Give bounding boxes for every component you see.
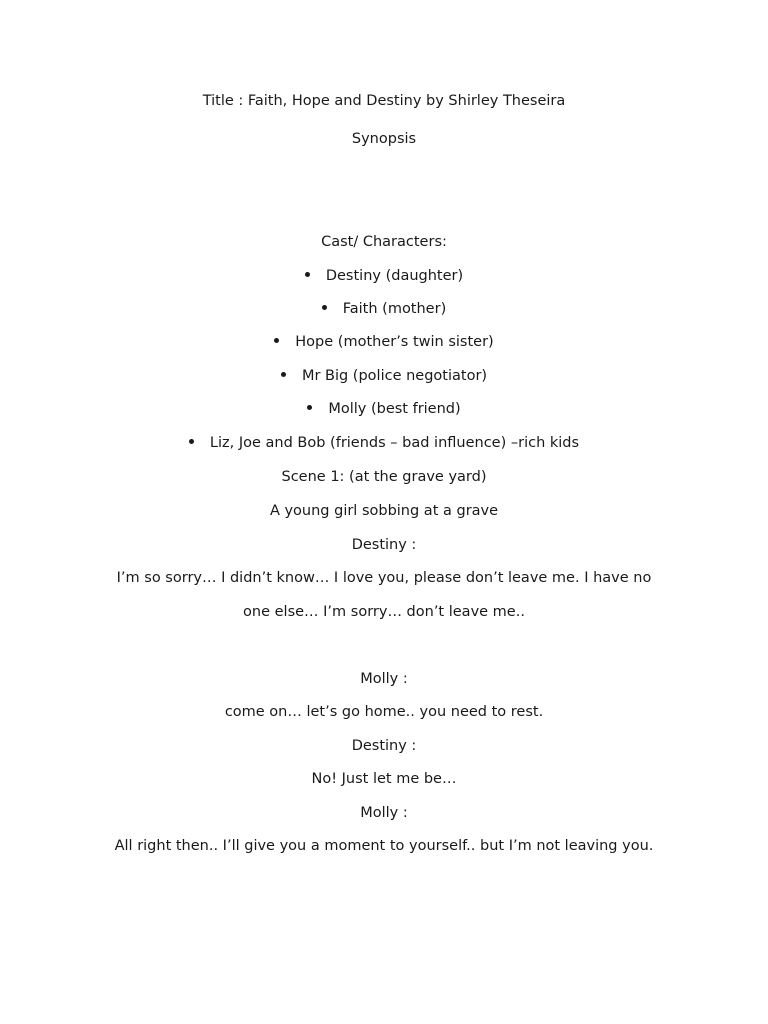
cast-item-text: Mr Big (police negotiator)	[301, 368, 488, 384]
cast-item	[0, 434, 768, 452]
dialogue-line: All right then.. I’ll give you a moment to yourself.. but I’m not leaving you.	[114, 838, 654, 854]
cast-heading: Cast/ Characters:	[321, 234, 447, 250]
dialogue-line: I’m so sorry… I didn’t know… I love you, please don’t leave me. I have no	[116, 570, 652, 586]
dialogue-line: one else… I’m sorry… don’t leave me..	[243, 604, 525, 620]
cast-item	[0, 300, 768, 318]
bullet-icon	[307, 405, 312, 410]
synopsis-heading: Synopsis	[351, 131, 417, 147]
dialogue-line: come on… let’s go home.. you need to rest.	[224, 704, 544, 720]
bullet-icon	[322, 305, 327, 310]
cast-item-text: Liz, Joe and Bob (friends – bad influence) –rich kids	[209, 435, 580, 451]
cast-item-text: Faith (mother)	[342, 301, 447, 317]
speaker-label: Destiny :	[351, 537, 417, 553]
scene-heading: Scene 1: (at the grave yard)	[281, 469, 487, 485]
speaker-label: Destiny :	[351, 738, 417, 754]
cast-item-text: Hope (mother’s twin sister)	[295, 334, 494, 350]
stage-direction: A young girl sobbing at a grave	[269, 503, 499, 519]
speaker-label: Molly :	[360, 671, 408, 687]
bullet-icon	[281, 372, 286, 377]
cast-item	[0, 367, 768, 385]
bullet-icon	[305, 272, 310, 277]
cast-item	[0, 400, 768, 418]
cast-item	[0, 333, 768, 351]
cast-item-text: Molly (best friend)	[328, 401, 461, 417]
speaker-label: Molly :	[360, 805, 408, 821]
bullet-icon	[274, 338, 279, 343]
cast-item	[0, 267, 768, 285]
dialogue-line: No! Just let me be…	[311, 771, 457, 787]
bullet-icon	[189, 439, 194, 444]
cast-item-text: Destiny (daughter)	[325, 268, 464, 284]
title-line: Title : Faith, Hope and Destiny by Shirley Theseira	[202, 93, 566, 109]
